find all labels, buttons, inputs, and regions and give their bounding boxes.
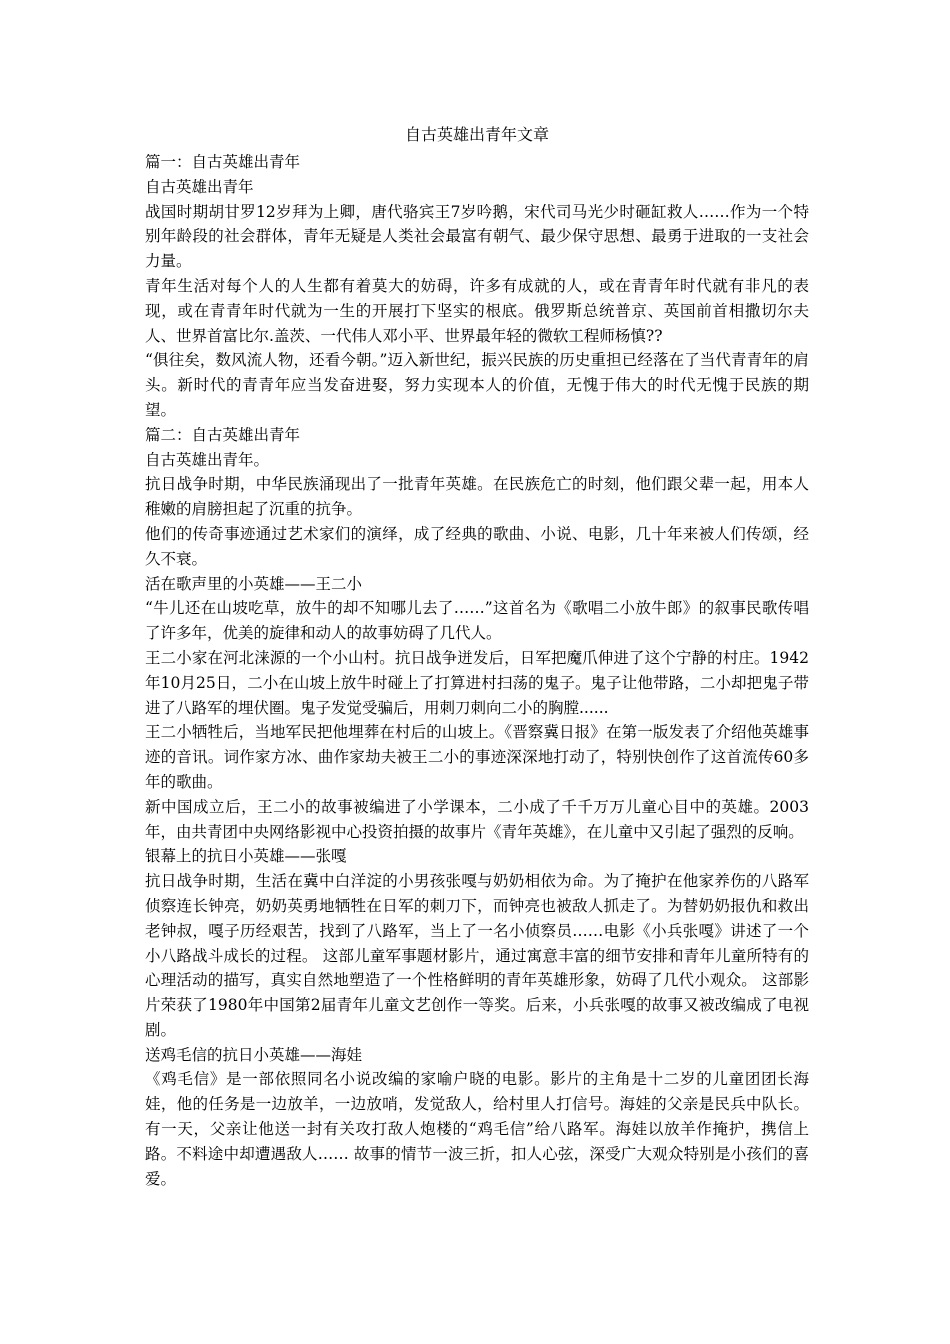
paragraph: 王二小家在河北涞源的一个小山村。抗日战争迸发后，日军把魔爪伸进了这个宁静的村庄。1942年10月25日，二小在山坡上放牛时碰上了打算进村扫荡的鬼子。鬼子让他带路，二小却把鬼子带进了八路军的埋伏圈。鬼子发觉受骗后，用刺刀刺向二小的胸膛...... [145,648,809,717]
subheading: 活在歌声里的小英雄——王二小 [145,574,363,593]
paragraph: “俱往矣，数风流人物，还看今朝。”迈入新世纪，振兴民族的历史重担已经落在了当代青青年的肩头。新时代的青青年应当发奋进娶，努力实现本人的价值，无愧于伟大的时代无愧于民族的期望。 [145,351,809,419]
paragraph: 抗日战争时期，中华民族涌现出了一批青年英雄。在民族危亡的时刻，他们跟父辈一起，用本人稚嫩的肩膀担起了沉重的抗争。 [145,475,809,519]
section-heading-2: 篇二：自古英雄出青年 [145,425,301,444]
paragraph: 新中国成立后，王二小的故事被编进了小学课本，二小成了千千万万儿童心目中的英雄。2003年，由共青团中央网络影视中心投资拍摄的故事片《青年英雄》，在儿童中又引起了强烈的反响。 [145,797,809,841]
paragraph: 青年生活对每个人的人生都有着莫大的妨碍，许多有成就的人，或在青青年时代就有非凡的表现，或在青青年时代就为一生的开展打下坚实的根底。俄罗斯总统普京、英国前首相撒切尔夫人、世界首富比尔.盖茨、一代伟人邓小平、世界最年轻的微软工程师杨慎?? [145,276,809,345]
subheading: 银幕上的抗日小英雄——张嘎 [145,847,347,866]
paragraph: 《鸡毛信》是一部依照同名小说改编的家喻户晓的电影。影片的主角是十二岁的儿童团团长海娃，他的任务是一边放羊，一边放哨，发觉敌人，给村里人打信号。海娃的父亲是民兵中队长。有一天，父亲让他送一封有关攻打敌人炮楼的“鸡毛信”给八路军。海娃以放羊作掩护，携信上路。不料途中却遭遇敌人…… 故事的情节一波三折，扣人心弦，深受广大观众特别是小孩们的喜爱。 [145,1070,809,1188]
paragraph: 王二小牺牲后，当地军民把他埋葬在村后的山坡上。《晋察冀日报》在第一版发表了介绍他英雄事迹的音讯。词作家方冰、曲作家劫夫被王二小的事迹深深地打动了，特别快创作了这首流传60多年的歌曲。 [145,723,809,791]
paragraph: 自古英雄出青年。 [145,450,270,469]
paragraph: 战国时期胡甘罗12岁拜为上卿，唐代骆宾王7岁吟鹅，宋代司马光少时砸缸救人……作为一个特别年龄段的社会群体，青年无疑是人类社会最富有朝气、最少保守思想、最勇于进取的一支社会力量。 [145,202,809,271]
document-body [145,124,809,1191]
paragraph: “牛儿还在山坡吃草，放牛的却不知哪儿去了……”这首名为《歌唱二小放牛郎》的叙事民歌传唱了许多年，优美的旋律和动人的故事妨碍了几代人。 [145,599,809,643]
section-heading-1: 篇一：自古英雄出青年 [145,153,301,171]
paragraph: 他们的传奇事迹通过艺术家们的演绎，成了经典的歌曲、小说、电影，几十年来被人们传颂，经久不衰。 [145,524,809,568]
paragraph: 自古英雄出青年 [145,177,254,196]
subheading: 送鸡毛信的抗日小英雄——海娃 [145,1045,363,1064]
paragraph: 抗日战争时期，生活在冀中白洋淀的小男孩张嘎与奶奶相依为命。为了掩护在他家养伤的八路军侦察连长钟亮，奶奶英勇地牺牲在日军的刺刀下，而钟亮也被敌人抓走了。为替奶奶报仇和救出老钟叔，嘎子历经艰苦，找到了八路军，当上了一名小侦察员……电影《小兵张嘎》讲述了一个小八路战斗成长的过程。 这部儿童军事题材影片，通过寓意丰富的细节安排和青年儿童所特有的心理活动的描写，真实自然地塑造了一个性格鲜明的青年英雄形象，妨碍了几代小观众。 这部影片荣获了1980年中国第2届青年儿童文艺创作一等奖。后来，小兵张嘎的故事又被改编成了电视剧。 [145,872,809,1039]
document-title: 自古英雄出青年文章 [404,125,549,144]
